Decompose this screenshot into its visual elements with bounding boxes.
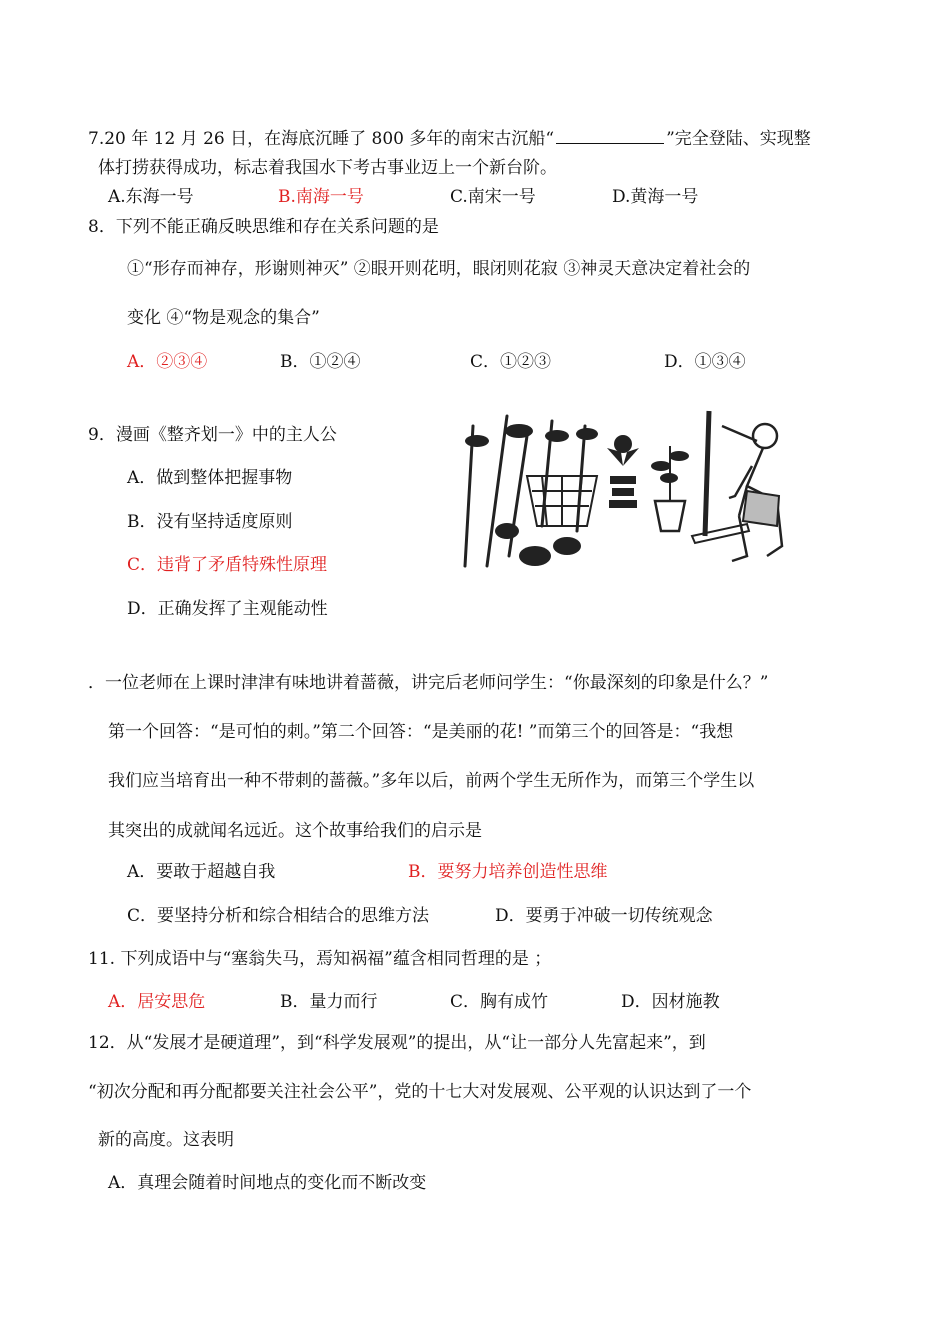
q7-line1-pre: 7.20 年 12 月 26 日，在海底沉睡了 800 多年的南宋古沉船“ — [88, 129, 555, 149]
q11-option-d: D．因材施教 — [621, 992, 720, 1012]
q10-option-c: C．要坚持分析和综合相结合的思维方法 — [127, 906, 430, 926]
q10-line3: 我们应当培育出一种不带刺的蔷薇。”多年以后，前两个学生无所作为，而第三个学生以 — [108, 771, 755, 791]
q10-line1: ．一位老师在上课时津津有味地讲着蔷薇，讲完后老师问学生：“你最深刻的印象是什么？” — [88, 673, 769, 693]
q8-line2: 变化 ④“物是观念的集合” — [127, 308, 320, 328]
q11-stem: 11. 下列成语中与“塞翁失马，焉知祸福”蕴含相同哲理的是 ； — [88, 949, 552, 969]
q7-line1 — [88, 127, 811, 150]
q12-option-a: A．真理会随着时间地点的变化而不断改变 — [108, 1173, 427, 1193]
q8-option-a: A．②③④ — [127, 352, 208, 372]
q8-option-d: D．①③④ — [664, 352, 746, 372]
q7-option-b: B.南海一号 — [278, 187, 364, 207]
q12-line2: “初次分配和再分配都要关注社会公平”，党的十七大对发展观、公平观的认识达到了一个 — [88, 1082, 752, 1102]
q8-stem: 8．下列不能正确反映思维和存在关系问题的是 — [88, 217, 439, 237]
q10-line2: 第一个回答：“是可怕的刺。”第二个回答：“是美丽的花! ”而第三个的回答是：“我想 — [108, 722, 734, 742]
q11-option-c: C．胸有成竹 — [450, 992, 549, 1012]
q7-option-c: C.南宋一号 — [450, 187, 536, 207]
q12-line1: 12．从“发展才是硬道理”，到“科学发展观”的提出，从“让一部分人先富起来”，到 — [88, 1033, 706, 1053]
q9-option-c: C．违背了矛盾特殊性原理 — [127, 555, 328, 575]
q9-option-d: D．正确发挥了主观能动性 — [127, 599, 328, 619]
q10-option-b: B．要努力培养创造性思维 — [408, 862, 608, 882]
q8-line1: ①“形存而神存，形谢则神灭” ②眼开则花明，眼闭则花寂 ③神灵天意决定着社会的 — [127, 259, 751, 279]
q9-option-a: A．做到整体把握事物 — [127, 468, 293, 488]
q7-option-a: A.东海一号 — [108, 187, 194, 207]
q7-option-d: D.黄海一号 — [612, 187, 699, 207]
q12-line3: 新的高度。这表明 — [98, 1130, 234, 1150]
q8-option-b: B．①②④ — [280, 352, 361, 372]
q10-line4: 其突出的成就闻名远近。这个故事给我们的启示是 — [108, 821, 482, 841]
q8-option-c: C．①②③ — [470, 352, 552, 372]
q10-option-a: A．要敢于超越自我 — [127, 862, 276, 882]
q9-stem: 9．漫画《整齐划一》中的主人公 — [88, 425, 337, 445]
q10-option-d: D．要勇于冲破一切传统观念 — [495, 906, 713, 926]
q7-line1-post: ”完全登陆、实现整 — [666, 129, 811, 149]
q9-option-b: B．没有坚持适度原则 — [127, 512, 293, 532]
q7-line2: 体打捞获得成功，标志着我国水下考古事业迈上一个新台阶。 — [98, 158, 557, 178]
q11-option-a: A．居安思危 — [108, 992, 206, 1012]
q11-option-b: B．量力而行 — [280, 992, 378, 1012]
cartoon-illustration — [447, 406, 807, 571]
q7-answer-blank — [556, 127, 664, 144]
